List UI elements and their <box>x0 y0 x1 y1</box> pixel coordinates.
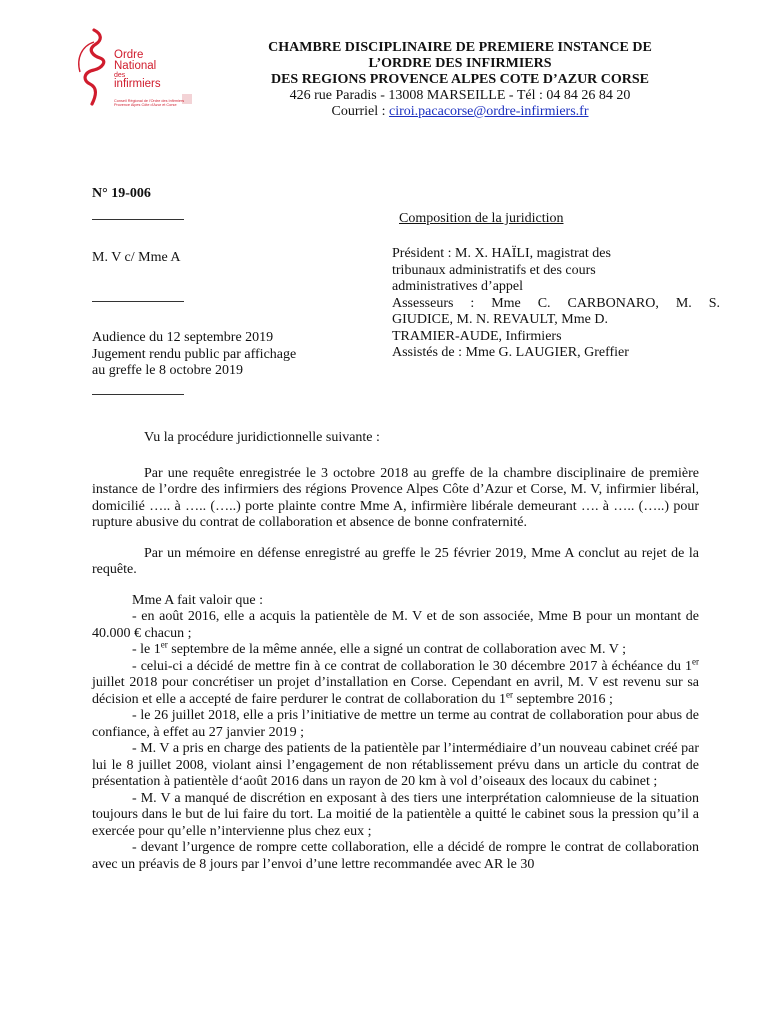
paragraph: Par une requête enregistrée le 3 octobre 2018 au greffe de la chambre disciplinaire de première instance de l’ordre des infirmiers des régions Provence Alpes Côte d’Azur et Corse, M. V, infirmier libéral, domicilié ….. à ….. (…..) porte plainte contre Mme A, infirmière libérale demeurant …. à ….. (…..) pour rupture abusive du contrat de collaboration et absence de bonne confraternité. <box>92 465 699 530</box>
paragraph: Par un mémoire en défense enregistré au greffe le 25 février 2019, Mme A conclut au rejet de la requête. <box>92 545 699 577</box>
logo-wordmark: Ordre National des infirmiers <box>114 49 161 90</box>
list-item: - devant l’urgence de rompre cette collaboration, elle a décidé de rompre le contrat de collaboration avec un préavis de 8 jours par l’envoi d’une lettre recommandée avec AR le 30 <box>92 840 699 872</box>
list-item: - le 26 juillet 2018, elle a pris l’initiative de mettre un terme au contrat de collaboration pour abus de confiance, à effet au 27 janvier 2019 ; <box>92 708 699 740</box>
list-item: - le 1er septembre de la même année, elle a signé un contrat de collaboration avec M. V ; <box>132 639 626 657</box>
header-email-line <box>235 104 685 120</box>
list-item: - celui-ci a décidé de mettre fin à ce contrat de collaboration le 30 décembre 2017 à échéance du 1er juillet 2018 pour concrétiser un projet d’installation en Corse. Cependant en avril, M. V est revenu sur sa décision et elle a accepté de faire perdurer le contrat de collaboration du 1er septembre 2016 ; <box>92 655 699 707</box>
list-item: - M. V a pris en charge des patients de la patientèle par l’intermédiaire d’un nouveau cabinet créé par lui le 8 juillet 2008, violant ainsi l’engagement de non rétablissement prévu dans un article du contrat de présentation à patientèle d‘août 2016 dans un rayon de 20 km à vol d’oiseaux des locaux du cabinet ; <box>92 741 699 789</box>
separator-rule <box>92 301 184 302</box>
paragraph: Vu la procédure juridictionnelle suivante : <box>144 430 380 445</box>
separator-rule <box>92 219 184 220</box>
case-parties: M. V c/ Mme A <box>92 250 181 265</box>
header-address: 426 rue Paradis - 13008 MARSEILLE - Tél : 04 84 26 84 20 <box>289 88 631 103</box>
list-item: - en août 2016, elle a acquis la patientèle de M. V et de son associée, Mme B pour un montant de 40.000 € chacun ; <box>92 609 699 641</box>
header-line-2: L’ORDRE DES INFIRMIERS <box>368 56 552 71</box>
court-header <box>235 40 685 120</box>
judgment-body <box>92 430 699 873</box>
separator-rule <box>92 394 184 395</box>
ordre-logo <box>72 28 202 110</box>
audience-block: Audience du 12 septembre 2019 Jugement rendu public par affichage au greffe le 8 octobre 2019 <box>92 330 297 378</box>
composition-block: Président : M. X. HAÏLI, magistrat des tribunaux administratifs et des cours administratives d’appel Assesseurs : Mme C. CARBONARO, M. S. GIUDICE, M. N. REVAULT, Mme D. TRAMIER-AUDE, Infirmiers Assistés de : Mme G. LAUGIER, Greffier <box>392 246 720 360</box>
paragraph: Mme A fait valoir que : <box>132 592 264 608</box>
header-line-1: CHAMBRE DISCIPLINAIRE DE PREMIERE INSTANCE DE <box>268 40 652 55</box>
header-line-3: DES REGIONS PROVENCE ALPES COTE D’AZUR CORSE <box>270 72 650 87</box>
composition-title: Composition de la juridiction <box>399 211 564 226</box>
logo-subtitle: Conseil Régional de l'Ordre des Infirmiers Provence Alpes Côte d'Azur et Corse <box>114 99 185 108</box>
email-link[interactable]: ciroi.pacacorse@ordre-infirmiers.fr <box>389 104 589 119</box>
email-label: Courriel : <box>331 104 390 119</box>
list-item: - M. V a manqué de discrétion en exposant à des tiers une interprétation calomnieuse de la situation toujours dans le but de lui faire du tort. La moitié de la patientèle a quitté le cabinet sous la pression qu’il a exercée pour qu’elle n’intervienne plus chez eux ; <box>92 790 699 839</box>
case-number: N° 19-006 <box>92 186 151 201</box>
